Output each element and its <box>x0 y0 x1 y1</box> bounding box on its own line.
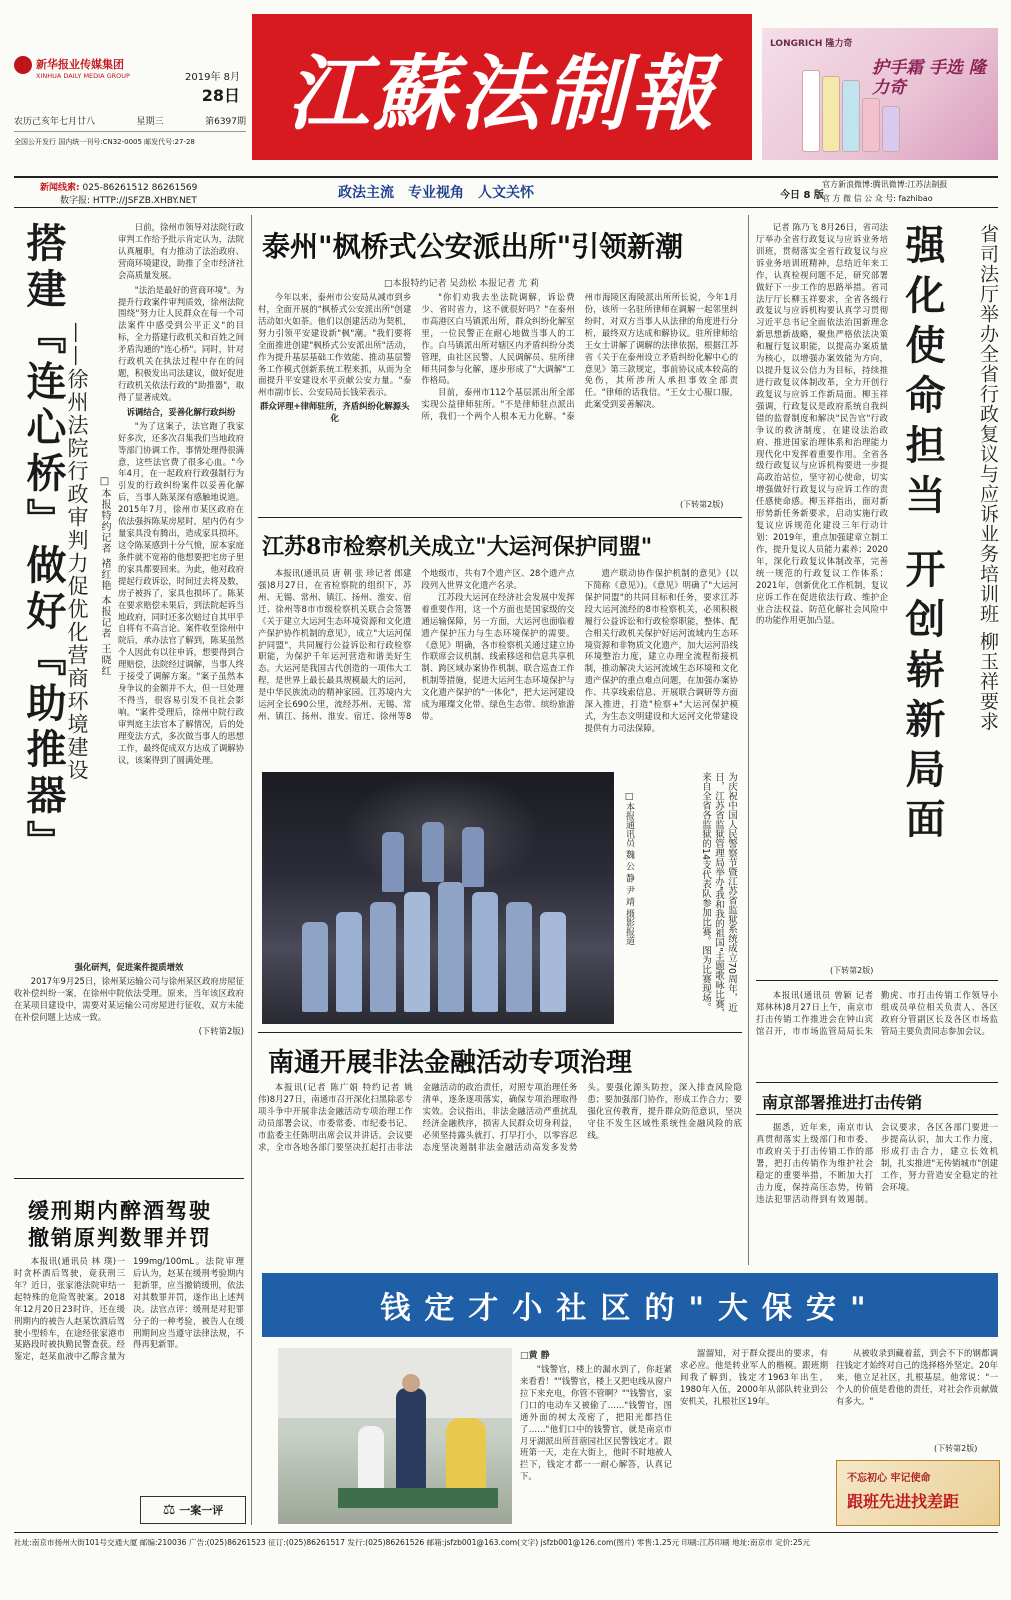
drunk-driving-headline-2: 撤销原判数罪并罚 <box>28 1225 212 1250</box>
masthead-ad <box>762 28 998 160</box>
feature-ad-text-1: 不忘初心 牢记使命 <box>847 1473 931 1484</box>
nanjing-headline: 南京部署推进打击传销 <box>762 1093 923 1112</box>
website-label: 数字报: <box>60 196 91 206</box>
performer-figure <box>404 892 430 1012</box>
nantong-text: 本报讯(记者 陈广娟 特约记者 姚 伟)8月27日，南通市召开深化扫黑除恶专项斗争中开展非法金融活动专项治理工作动员部署会议，市委常委、市纪委书记、市监委主任陈明出席会议并讲话。会议要求，全市各地各部门要坚决扛起打击非法金融活动的政治责任，对照专项治理任务清单，逐条逐项落实，确保专项治理取得实效。会议指出，非法金融活动严重扰乱经济金融秩序，损害人民群众切身利益，必须坚持露头就打、打早打小，以零容忍态度坚决遏制非法金融活动高发多发势头。要强化源头防控，深入排查风险隐患；要加强部门协作，形成工作合力；要强化宣传教育，提升群众防范意识，坚决守住不发生区域性系统性金融风险的底线。 <box>258 1082 742 1152</box>
left-quote: "法治是最好的营商环境"。为提升行政案件审判质效，徐州法院围绕"努力让人民群众在每一个司法案件中感受到公平正义"的目标，全力搭建行政机关和百姓之间矛盾沟通的"连心桥"。同时，针对行政机关在执法过程中存在的问题，积极发出司法建议，做好促进行政机关依法行政的"助推器"，取得了显著成效。 <box>118 284 244 402</box>
table-surface <box>338 1488 498 1508</box>
date-year-month: 2019年 8月 <box>185 72 240 83</box>
case-review-logo <box>140 1496 246 1524</box>
case-review-label: 一案一评 <box>179 1504 224 1517</box>
drunk-driving-headline-1: 缓刑期内醉酒驾驶 <box>28 1198 212 1223</box>
slogan-bar <box>338 182 534 202</box>
left-section-text: "为了这案子，法官跑了我家好多次，还多次召集我们当地政府等部门协调工作，事情处理得很满意，这些法官费了很多心血。"今年4月，在一起政府行政强制行为引发的行政纠纷案件以妥善化解后，当事人陈某深有感触地说道。2015年7月，徐州市某区政府在依法强拆陈某房屋时，屋内仍有少量家具没有腾出，造成家具损坏。这令陈某感到十分气愤，原本家庭条件就不宽裕的他想要把宅房子里的家具都要回来。为此，他对政府提起行政诉讼，时间过去将及数，房子被拆了，家具也损坏了。陈某在要求赔偿未果后，到法院起诉当地政府，同时还多次赔过自其甲乎自将有不高言论。案件收至徐州中院后，承办法官了解到，陈某虽然个人因此有以往申诉，想要得到合理赔偿，法院经过调解，当事人终于接受了调解方案。"案子虽然本身争议的金额并不大，但一旦处理不得当，很容易引发不良社会影响。"案件受理后，徐州中院行政审判庭主法官本了解情况，后的处理变法方式，多次做当事人的思想工作，最终促成双方达成了调解协议，该案得到了圆满处理。 <box>118 420 244 765</box>
performer-figure <box>302 922 328 1012</box>
taizhou-text: "你们劝我去坐法院调解，诉讼费少、省时省力，这不就很好吗？"在泰州市高港区白马镇派出所，群众纠纷化解室里，一位民警正在耐心地做当事人的工作。白马镇派出所对辖区内矛盾纠纷分类管理，由社区民警、人民调解员、驻所律师共同参与化解，逐步形成了"大调解"工作格局。 <box>421 292 575 386</box>
right-headline: 强化使命担当 开创崭新局面 <box>899 224 946 848</box>
taizhou-article <box>258 292 738 508</box>
lunar-date: 农历己亥年七月廿八 <box>14 117 96 127</box>
issue-date <box>150 68 240 106</box>
performer-figure <box>422 822 444 882</box>
wechat-info <box>822 194 933 204</box>
right-article-col: 记者 陈乃飞 8月26日，省司法厅举办全省行政复议与应诉业务培训班，贯彻落实全省行政复议与应诉业务培训班精神，总结近年来工作，认真检视问题不足，研究部署做好下一步工作的思路举措。省司法厅厅长柳玉祥要求，全省各级行政复议与应诉机构要认真学习贯彻习近平总书记全面依法治国新理念新思想新战略，聚焦严格依法决策和履行复议职能，以提高办案质量为核心，以增强办案效能为方向，以提升复议公信力为目标，持续推进行政复议体制改革，全力开创行政复议与应诉工作新局面。柳玉祥强调，行政复议是政府系统自我纠错的监督制度和解决"民告官"行政争议的救济制度，在建设法治政府、推进国家治理体系和治理能力现代化中发挥着重要作用。全省各级行政复议与应诉机构要进一步提高政治站位，坚守初心使命，切实增强做好行政复议与应诉工作的责任感使命感。柳玉祥指出，面对新形势新任务新要求，启动实施行政复议应诉规范化建设三年行动计划：2019年，重点加强建章立制工作，提升复议人员能力素养；2020年，深化行政复议体制改革，完善统一规范的行政复议工作体系；2021年，创新优化工作机制，复议应诉工作在促进依法行政、维护企业合法权益、防范化解社会风险中的功能作用更加凸显。 <box>756 222 888 626</box>
performer-figure <box>370 902 396 1012</box>
hotline-label: 新闻线索: <box>40 183 80 193</box>
left-article-bottom <box>14 960 244 1168</box>
caption-text: 为庆祝中国人民警察节暨江苏省监狱系统成立70周年，近日，江苏省监狱管理局举办"我和我的祖国"主题歌咏比赛，来自全省各监狱的14支代表队参加比赛。图为比赛现场。 <box>700 772 737 1019</box>
footer-info: 社址:南京市扬州大街101号交通大厦 邮编:210036 广告:(025)86261523 征订:(025)86261517 发行:(025)86261526 邮箱:jsfzb001@163.com(文字) jsfzb001@126.com(图片) 零售:1.25元 印刷:江苏印刷 地址:南京市 定价:25元 <box>14 1538 811 1547</box>
left-headline: 搭建『连心桥』做好『助推器』 <box>20 222 67 866</box>
nanjing-intro: 本报讯(通讯员 曾颖 记者 郑林林)8月27日上午，南京市打击传销工作推进会在钟山宾馆召开，市市场监管局局长朱勤虎、市打击传销工作领导小组成员单位相关负责人、各区政府分管副区长及各区市场监管局主要负责同志参加会议。 <box>756 990 998 1036</box>
feature-banner-title: 钱定才小社区的"大保安" <box>380 1291 880 1326</box>
performer-figure <box>382 832 404 892</box>
resident-figure <box>446 1418 486 1498</box>
left-section-title: 强化研判，促进案件提质增效 <box>74 962 184 972</box>
ad-product-tube <box>862 98 880 152</box>
news-hotline <box>40 182 197 194</box>
canal-text: 本报讯(通讯员 唐 朝 张 珍记者 郎建强)8月27日，在省检察院的组织下，苏州、无锡、常州、镇江、扬州、淮安、宿迁、徐州等8市市级检察机关联合会签署《关于建立大运河生态环境资源和文化遗产保护协作机制的意见》，成立"大运河保护同盟"，共同履行公益诉讼和行政检察职能，为保护千年运河营造和谐美好生态。大运河是我国古代创造的一项伟大工程，是世界上最长最具规模最大的运河，是中华民族流动的精神家园。江苏境内大运河全长690公里，流经苏州、无锡、常州、镇江、扬州、淮安、宿迁、徐州等8个地级市，共有7个遗产区、28个遗产点段列入世界文化遗产名录。 <box>258 568 575 722</box>
left-section-text: 2017年9月25日，徐州某运输公司与徐州某区政府房屋征收补偿纠纷一案，在徐州中院依法受理。原来，当年该区政府在某项目建设中，需要对某运输公司房屋进行征收，双方未能在补偿问题上达成一致。 <box>14 975 244 1022</box>
nanjing-text: 据悉，近年来，南京市认真贯彻落实上级部门和市委、市政府关于打击传销工作的部署，把打击传销作为维护社会稳定的重要举措，不断加大打击力度，保持高压态势，传销违法犯罪活动得到有效遏制。会议要求，各区各部门要进一步提高认识，加大工作力度，形成打击合力，建立长效机制，扎实推进"无传销城市"创建工作，努力营造安全稳定的社会环境。 <box>756 1122 998 1204</box>
feature-text-col-3: 从被收录到藏着蓝，到会不下的钢都调往钱定才始终对自己的选择格外坚定。20年来，他立足社区，扎根基层。他常说："一个人的价值是看他的责任，对社会作贡献做有多大。" <box>836 1348 998 1406</box>
taizhou-byline: □本报特约记者 吴劲松 本报记者 尤 莉 <box>384 279 539 289</box>
ad-product-tube <box>842 80 860 152</box>
date-day: 28日 <box>201 86 240 105</box>
officer-head <box>402 1374 420 1392</box>
canal-text: 江苏段大运河在经济社会发展中发挥着重要作用，这一个方面也是国家级的交通运输保障，另一方面，大运河也面临着遗产保护压力与生态环境保护的需要。《意见》明确，各市检察机关通过建立协作联席会议机制、线索移送和信息共享机制、跨区域办案协作机制、联合巡查工作机制等措施，促进大运河生态环境保护与文化遗产保护的"一体化"，把大运河建设成为璀璨文化带、绿色生态带、缤纷旅游带。 <box>421 591 575 722</box>
left-article-col <box>118 222 244 955</box>
taizhou-text: 目前，泰州市112个基层派出所全部实现公益律师驻所。"不是律师驻点派出所，我们一个两个人根本无力化解。"泰州市海陵区海陵派出所所长说，今年1月份，该所一名驻所律师在调解一起邻里纠纷时，对双方当事人从法律的角度进行分析，最终双方达成和解协议。驻所律师给王女士讲解了调解的法律依据，根据江苏省《关于在泰州设立矛盾纠纷化解中心的意见》第三款规定，事前协议成本较高的免伤，其所涉所人承担事效全部责任。"律师的话我信。"王女士心服口服，此案受到妥善解决。 <box>421 292 738 422</box>
continued-note: (下转第2版) <box>198 1025 244 1036</box>
performer-figure <box>506 902 532 1012</box>
feature-text-col-1: "钱警官，楼上的漏水到了，你赶紧来看看！""钱警官，楼上又把电线从窗户拉下来充电，你管不管啊？""钱警官，家门口的电动车又被偷了……"钱警官，图通外面的树太茂密了，把阳光都挡住了……"他们口中的钱警官，就是南京市月牙湖派出所苜蓿园社区民警钱定才。跟班第一天，走在大街上，他时不时地被人拦下，钱定才都一一耐心解答，认真记下。 <box>520 1364 672 1482</box>
performer-figure <box>438 882 464 1012</box>
publisher-logo-en: XINHUA DAILY MEDIA GROUP <box>36 72 130 80</box>
canal-headline: 江苏8市检察机关成立"大运河保护同盟" <box>262 534 653 560</box>
hotline-numbers: 025-86261512 86261569 <box>82 183 198 193</box>
website-link[interactable]: HTTP://JSFZB.XHBY.NET <box>92 196 197 206</box>
taizhou-headline: 泰州"枫桥式公安派出所"引领新潮 <box>262 230 684 263</box>
slogan-item: 专业视角 <box>408 185 464 201</box>
weekday: 星期三 <box>136 117 164 127</box>
left-section-title: 诉调结合，妥善化解行政纠纷 <box>126 406 236 417</box>
drunk-driving-text: 本报讯(通讯员 林 璞)一时贪杯酒后驾驶，竟获刑三年？近日，张家港法院审结一起特殊的危险驾驶案。2018年12月20日23时许，还在缓刑期内的被告人赵某饮酒后驾驶小型轿车，在途经张家港市某路段时被执勤民警查获。经鉴定，赵某血液中乙醇含量为199mg/100mL。法院审理后认为，赵某在缓刑考验期内犯新罪，应当撤销缓刑，依法对其数罪并罚，遂作出上述判决。法官点评：缓刑是对犯罪分子的一种考验，被告人在缓刑期间应当遵守法律法规，不得再犯新罪。 <box>14 1256 244 1362</box>
continued-note: (下转第2版) <box>830 966 874 975</box>
canal-article <box>258 568 738 760</box>
ad-product-tube <box>802 70 820 152</box>
continued-note: (下转第2版) <box>680 500 724 509</box>
left-byline: □本报特约记者 褚红艳 本报记者 王晓红 <box>99 476 110 677</box>
logo-mark-icon <box>14 56 32 74</box>
continued-note: (下转第2版) <box>934 1444 978 1453</box>
performer-figure <box>540 912 566 1012</box>
resident-figure <box>358 1426 384 1496</box>
performer-figure <box>336 912 362 1012</box>
masthead-banner <box>252 14 752 160</box>
performer-figure <box>462 827 484 887</box>
pages-today: 今日 8 版 <box>780 190 824 201</box>
ad-slogan: 护手霜 手选 隆力奇 <box>872 58 986 99</box>
feature-ad-box <box>836 1460 1000 1526</box>
choir-performance-photo <box>262 772 614 1024</box>
ad-brand: LONGRICH 隆力奇 <box>770 39 853 49</box>
officer-figure <box>396 1388 426 1498</box>
ad-product-tube <box>882 106 900 152</box>
photo-caption <box>618 772 738 1024</box>
slogan-item: 人文关怀 <box>478 185 534 201</box>
canal-text: 遗产联动协作保护机制的意见》(以下简称《意见》)。《意见》明确了"大运河保护同盟"的共同目标和任务，要求江苏段大运河流经的8市检察机关，必须积极履行公益诉讼和行政检察职能，整体、配合相关行政机关保护好运河流域内生态环境资源和非物质文化遗产，加大运河沿线环境整治力度，建立办理全流程衔接机制，推动解决大运河流域生态环境和文化遗产保护的重点难点问题，在加强办案协作、共享线索信息、开展联合调研等方面深入推进，打造"检察+"大运河保护模式，为生态文明建设和大运河文化带建设提供有力司法保障。 <box>584 568 738 733</box>
scales-icon: ⚖ <box>162 1502 176 1518</box>
wechat-id: fazhibao <box>898 194 933 203</box>
slogan-item: 政法主流 <box>338 185 394 201</box>
newspaper-title: 江蘇法制報 <box>287 45 717 142</box>
taizhou-subheading: 群众评理+律师驻所，齐盾纠纷化解源头化 <box>259 401 410 424</box>
performer-figure <box>472 892 498 1012</box>
feature-photo <box>278 1348 512 1524</box>
feature-banner <box>262 1273 998 1337</box>
left-intro: 日前，徐州市领导对法院行政审判工作给予批示肯定认为，法院认真履职，有力推动了法治政府、营商环境建设，助推了全市经济社会高质量发展。 <box>118 222 244 280</box>
photo-credit: □本报通讯员 魏 公 静 尹 靖 摄影报道 <box>624 792 634 946</box>
ad-product-tube <box>822 76 840 152</box>
publisher-logo-text: 新华报业传媒集团 <box>36 58 124 71</box>
nantong-headline: 南通开展非法金融活动专项治理 <box>268 1048 633 1078</box>
taizhou-text: 今年以来，泰州市公安局从减市到乡村，全面开展的"枫桥式公安派出所"创建活动如火如荼。他们以创建活动为契机，努力引领平安建设新"枫"潮。"我们要将全面推进创建"枫桥式公安派出所"活动，作为提升基层基础工作效能、推动基层警务工作模式创新系统工程来抓，从而为全面提升平安建设水平贡献公安力量。"泰州市副市长、公安局局长钱荣表示。 <box>258 292 412 398</box>
right-subtitle: 省司法厅举办全省行政复议与应诉业务培训班 柳玉祥要求 <box>977 224 999 732</box>
feature-byline: □黄 静 <box>520 1351 550 1361</box>
registration-info: 全国公开发行 国内统一刊号:CN32-0005 邮发代号:27-28 <box>14 138 195 146</box>
feature-text-col-2: 溜溜知，对于群众提出的要求，有求必应。他是转业军人的楷模。跟班期间我了解到，钱定才1963年出生，1980年入伍，2000年从部队转业到公安机关，扎根社区19年。 <box>680 1348 828 1406</box>
wechat-label: 官 方 微 信 公 众 号: <box>822 194 896 203</box>
issue-number: 第6397期 <box>205 117 246 127</box>
weibo-info: 官方新浪微博:腾讯微博:江苏法制报 <box>822 180 948 189</box>
left-subtitle: ——徐州法院行政审判力促优化营商环境建设 <box>65 322 89 782</box>
building-wall <box>278 1348 512 1418</box>
publisher-logo <box>14 52 164 92</box>
feature-ad-text-2: 跟班先进找差距 <box>847 1492 960 1511</box>
issue-info-row <box>14 116 246 128</box>
digital-edition <box>60 195 197 207</box>
